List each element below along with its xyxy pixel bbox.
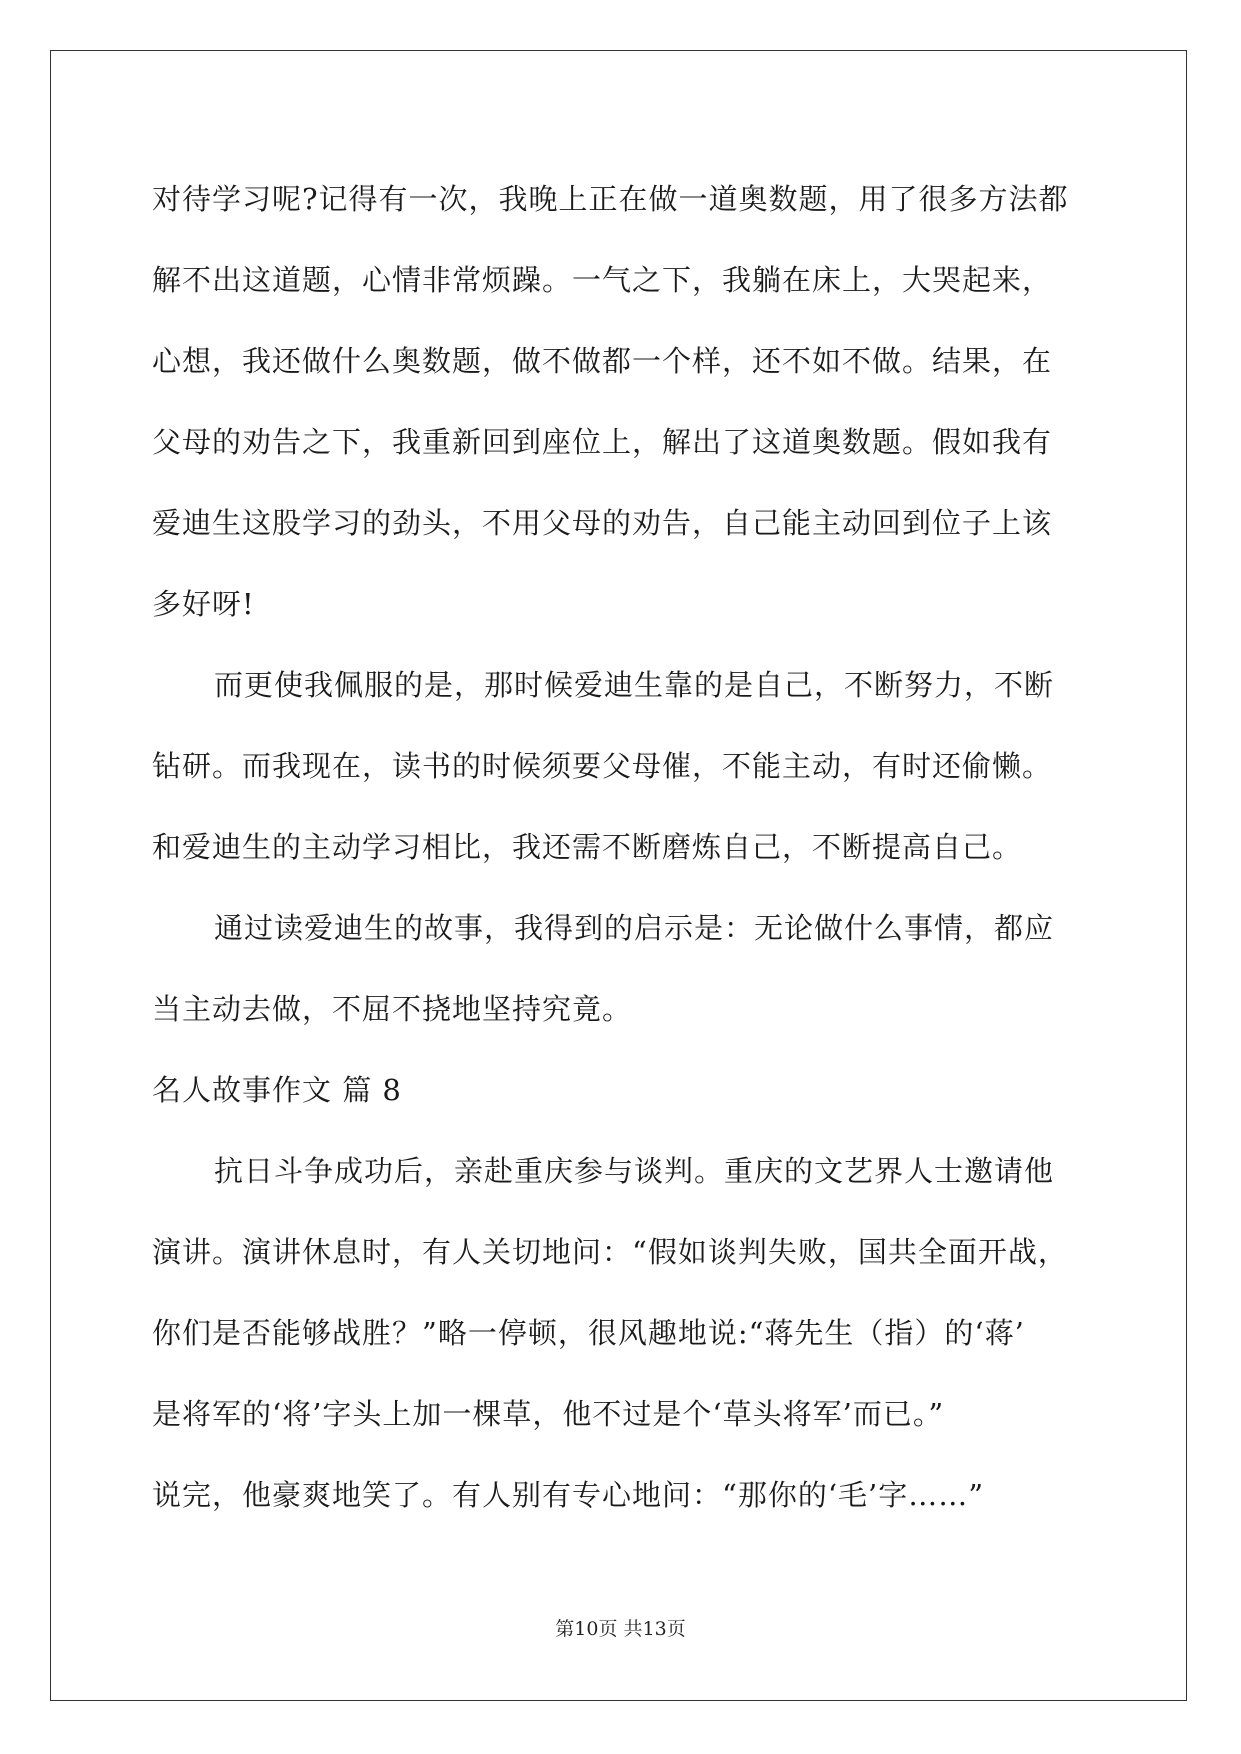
paragraph-line: 对待学习呢?记得有一次，我晚上正在做一道奥数题，用了很多方法都 <box>152 182 1069 216</box>
paragraph-line: 当主动去做，不屈不挠地坚持究竟。 <box>152 992 633 1026</box>
document-body <box>152 159 1102 1536</box>
paragraph-line: 父母的劝告之下，我重新回到座位上，解出了这道奥数题。假如我有 <box>152 425 1053 459</box>
paragraph-first-line: 抗日斗争成功后，亲赴重庆参与谈判。重庆的文艺界人士邀请他 <box>214 1154 1055 1188</box>
page-number-footer: 第10页 共13页 <box>555 1618 686 1640</box>
paragraph-line: 说完，他豪爽地笑了。有人别有专心地问：“那你的‘毛’字……” <box>152 1478 985 1512</box>
paragraph-line: 钻研。而我现在，读书的时候须要父母催，不能主动，有时还偷懒。 <box>152 749 1053 783</box>
paragraph-line: 你们是否能够战胜？”略一停顿，很风趣地说:“蒋先生（指）的‘蒋’ <box>152 1316 1025 1350</box>
paragraph-line: 演讲。演讲休息时，有人关切地问：“假如谈判失败，国共全面开战， <box>152 1235 1068 1269</box>
paragraph-first-line: 通过读爱迪生的故事，我得到的启示是：无论做什么事情，都应 <box>214 911 1055 945</box>
paragraph-line: 多好呀! <box>152 587 255 621</box>
paragraph-line: 心想，我还做什么奥数题，做不做都一个样，还不如不做。结果，在 <box>152 344 1053 378</box>
paragraph-line: 和爱迪生的主动学习相比，我还需不断磨炼自己，不断提高自己。 <box>152 830 1023 864</box>
paragraph-line: 解不出这道题，心情非常烦躁。一气之下，我躺在床上，大哭起来， <box>152 263 1053 297</box>
section-heading: 名人故事作文 篇 8 <box>152 1073 402 1107</box>
paragraph-line: 是将军的‘将’字头上加一棵草，他不过是个‘草头将军’而已。” <box>152 1397 945 1431</box>
paragraph-line: 爱迪生这股学习的劲头，不用父母的劝告，自己能主动回到位子上该 <box>152 506 1053 540</box>
paragraph-first-line: 而更使我佩服的是，那时候爱迪生靠的是自己，不断努力，不断 <box>214 668 1055 702</box>
